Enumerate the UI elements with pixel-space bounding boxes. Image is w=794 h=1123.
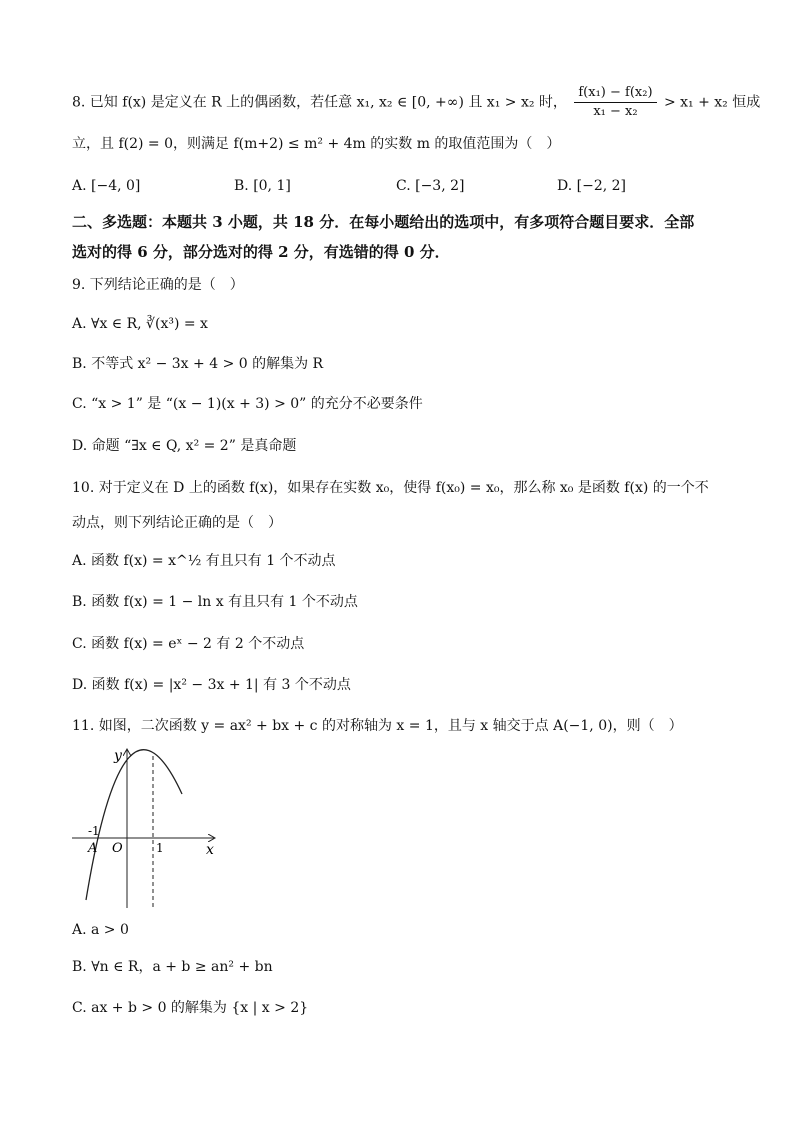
q11-label-neg1: -1 xyxy=(88,824,100,838)
q8-option-d: D. [−2, 2] xyxy=(557,178,626,194)
q9-option-d: D. 命题 “∃x ∈ Q, x² = 2” 是真命题 xyxy=(72,438,297,454)
q8-option-b: B. [0, 1] xyxy=(234,178,291,194)
q9-option-b: B. 不等式 x² − 3x + 4 > 0 的解集为 R xyxy=(72,356,324,372)
q11-label-y: y xyxy=(114,748,122,764)
q8-fraction xyxy=(574,84,656,121)
q10-option-d: D. 函数 f(x) = |x² − 3x + 1| 有 3 个不动点 xyxy=(72,677,351,693)
q10-option-b: B. 函数 f(x) = 1 − ln x 有且只有 1 个不动点 xyxy=(72,594,358,610)
q9-option-c: C. “x > 1” 是 “(x − 1)(x + 3) > 0” 的充分不必要条件 xyxy=(72,396,423,412)
q11-label-x: x xyxy=(206,842,214,858)
q8-fraction-numerator: f(x₁) − f(x₂) xyxy=(574,84,656,103)
q11-option-c: C. ax + b > 0 的解集为 {x | x > 2} xyxy=(72,1000,309,1016)
q8-line1-post: > x₁ + x₂ 恒成 xyxy=(663,94,761,111)
q11-label-a: A xyxy=(88,841,98,856)
q10-option-a: A. 函数 f(x) = x^½ 有且只有 1 个不动点 xyxy=(72,553,336,569)
q11-option-b: B. ∀n ∈ R，a + b ≥ an² + bn xyxy=(72,959,273,975)
q9-option-a: A. ∀x ∈ R, ∛(x³) = x xyxy=(72,316,208,332)
q11-option-a: A. a > 0 xyxy=(72,922,129,938)
q8-fraction-denominator: x₁ − x₂ xyxy=(593,104,638,119)
q11-parabola-curve xyxy=(86,750,182,900)
q9-stem: 9. 下列结论正确的是（ ） xyxy=(72,277,244,293)
q11-label-1: 1 xyxy=(156,841,164,855)
q8-line2: 立，且 f(2) = 0，则满足 f(m+2) ≤ m² + 4m 的实数 m 的取值范围为（ ） xyxy=(72,136,561,152)
q11-parabola-graph xyxy=(68,742,228,912)
q8-line1 xyxy=(72,84,760,121)
q11-stem: 11. 如图，二次函数 y = ax² + bx + c 的对称轴为 x = 1，且与 x 轴交于点 A(−1, 0)，则（ ） xyxy=(72,718,683,734)
q10-stem-line1: 10. 对于定义在 D 上的函数 f(x)，如果存在实数 x₀，使得 f(x₀) = x₀，那么称 x₀ 是函数 f(x) 的一个不 xyxy=(72,480,709,496)
section-2-heading-line1: 二、多选题：本题共 3 小题，共 18 分．在每小题给出的选项中，有多项符合题目要求．全部 xyxy=(72,213,695,231)
q8-option-a: A. [−4, 0] xyxy=(72,178,141,194)
section-2-heading-line2: 选对的得 6 分，部分选对的得 2 分，有选错的得 0 分． xyxy=(72,243,450,261)
q8-option-c: C. [−3, 2] xyxy=(396,178,465,194)
q11-label-o: O xyxy=(112,841,123,856)
q10-option-c: C. 函数 f(x) = eˣ − 2 有 2 个不动点 xyxy=(72,636,305,652)
q10-stem-line2: 动点，则下列结论正确的是（ ） xyxy=(72,515,282,531)
q8-line1-pre: 8. 已知 f(x) 是定义在 R 上的偶函数，若任意 x₁, x₂ ∈ [0, +∞) 且 x₁ > x₂ 时， xyxy=(72,94,567,111)
